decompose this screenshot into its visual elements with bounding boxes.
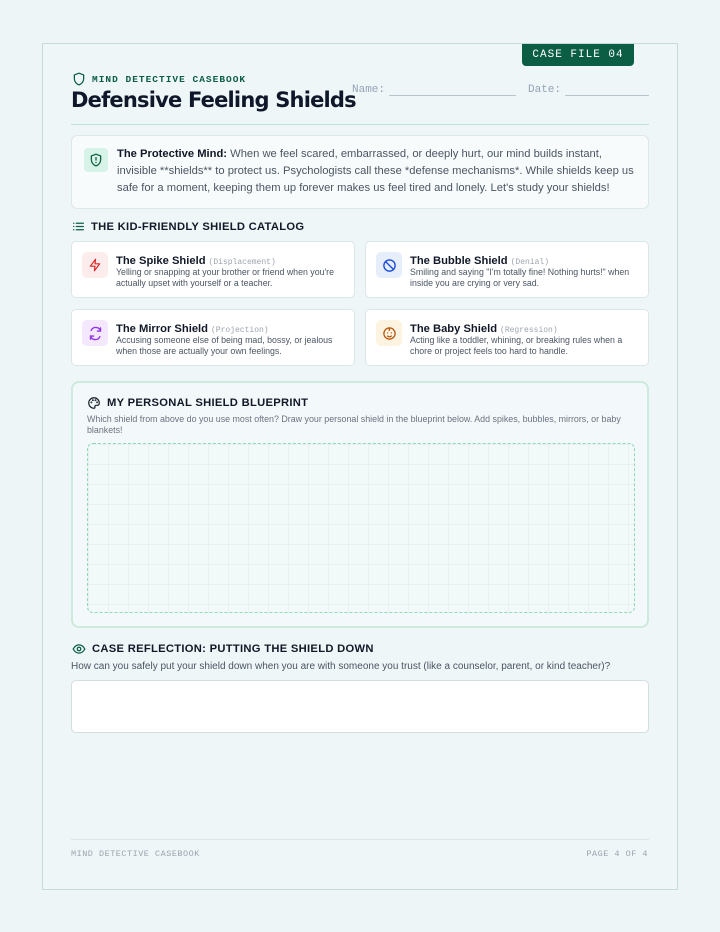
- card-technique: (Denial): [510, 258, 549, 267]
- reflection-heading: [72, 642, 374, 656]
- intro-text: [117, 146, 639, 197]
- shield-card-mirror: [71, 309, 355, 366]
- list-icon: [72, 220, 85, 233]
- card-name: The Spike Shield: [116, 255, 206, 267]
- blueprint-heading-label: MY PERSONAL SHIELD BLUEPRINT: [107, 397, 309, 409]
- baby-icon: [376, 320, 402, 346]
- intro-body: When we feel scared, embarrassed, or deeply hurt, our mind builds instant, invisible **shields** to protect us. Psychologists call these *defense mechanisms*. While shields keep us safe for a moment, keeping them up forever makes us feel tired and lonely. Let's study your shields!: [117, 148, 634, 194]
- reflection-answer-box[interactable]: [71, 680, 649, 733]
- shield-icon: [72, 72, 86, 86]
- card-name: The Bubble Shield: [410, 255, 508, 267]
- palette-icon: [87, 396, 101, 410]
- blueprint-instructions: Which shield from above do you use most often? Draw your personal shield in the blueprint below. Add spikes, bubbles, mirrors, or baby blankets!: [87, 414, 621, 435]
- name-field[interactable]: [352, 80, 516, 96]
- page-title: Defensive Feeling Shields: [71, 88, 356, 112]
- card-description: Yelling or snapping at your brother or friend when you're actually upset with yourself or a teacher.: [116, 267, 334, 288]
- shield-card-bubble: [365, 241, 649, 298]
- intro-lead: The Protective Mind:: [117, 148, 228, 160]
- card-description: Smiling and saying "I'm totally fine! Nothing hurts!" when inside you are crying or very sad.: [410, 267, 630, 288]
- eye-icon: [72, 642, 86, 656]
- refresh-icon: [82, 320, 108, 346]
- lightning-icon: [82, 252, 108, 278]
- catalog-heading-label: THE KID-FRIENDLY SHIELD CATALOG: [91, 220, 305, 233]
- card-name: The Baby Shield: [410, 323, 498, 335]
- catalog-heading: [72, 220, 304, 233]
- shield-alert-icon: [84, 148, 108, 172]
- footer-divider: [71, 839, 649, 840]
- date-label: Date:: [528, 84, 562, 96]
- card-name: The Mirror Shield: [116, 323, 208, 335]
- blueprint-section: [71, 381, 649, 628]
- card-technique: (Displacement): [208, 258, 276, 267]
- blueprint-heading: [87, 396, 308, 410]
- intro-callout: [71, 135, 649, 209]
- brand: [72, 72, 246, 86]
- drawing-area[interactable]: [87, 443, 635, 613]
- case-file-badge: CASE FILE 04: [522, 44, 634, 66]
- footer-brand: MIND DETECTIVE CASEBOOK: [71, 849, 200, 859]
- reflection-question: How can you safely put your shield down when you are with someone you trust (like a counselor, parent, or kind teacher)?: [71, 661, 611, 672]
- card-description: Accusing someone else of being mad, bossy, or jealous when those are actually your own feelings.: [116, 335, 333, 356]
- card-description: Acting like a toddler, whining, or breaking rules when a chore or project feels too hard to handle.: [410, 335, 623, 356]
- card-technique: (Projection): [211, 326, 269, 335]
- ban-icon: [376, 252, 402, 278]
- header-divider: [71, 124, 649, 125]
- date-field[interactable]: [528, 80, 649, 96]
- card-technique: (Regression): [500, 326, 558, 335]
- worksheet-page: [42, 43, 678, 890]
- reflection-heading-label: CASE REFLECTION: PUTTING THE SHIELD DOWN: [92, 643, 374, 655]
- name-label: Name:: [352, 84, 386, 96]
- brand-label: MIND DETECTIVE CASEBOOK: [92, 73, 247, 85]
- shield-card-baby: [365, 309, 649, 366]
- date-line[interactable]: [565, 80, 649, 96]
- shield-card-spike: [71, 241, 355, 298]
- name-line[interactable]: [389, 80, 516, 96]
- page-number: PAGE 4 OF 4: [586, 849, 648, 859]
